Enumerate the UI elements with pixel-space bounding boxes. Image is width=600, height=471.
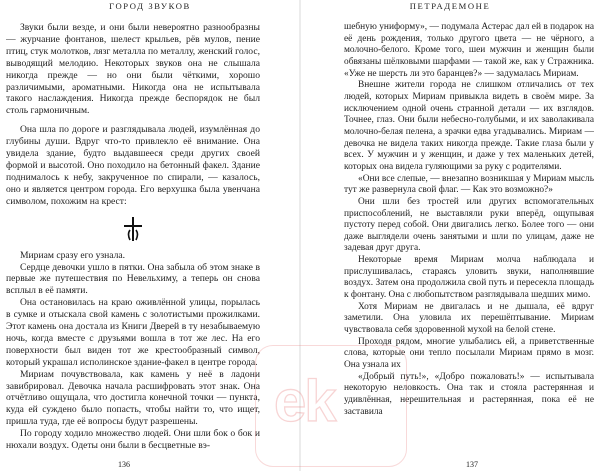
paragraph: Некоторые время Мириам молча наблюдала и прислушивалась, стараясь уловить звуки, наполнявшие воздух. Затем она продолжила свой путь и пересекла площадь к фонтану. Она с любопытством разглядывала шедших мимо. [344,255,594,301]
paragraph: Мириам почувствовала, как камень у неё в ладони завибрировал. Девочка начала расшифровать этот знак. Она отчётливо ощущала, что достигла конечной точки — пункта, куда ей суждено было попасть, чтобы найти то, что ищет, пришла туда, где её вопросы будут разрешены. [6,368,260,428]
watermark-text: ek [274,369,335,434]
right-text-block [344,22,594,418]
page-number-right: 137 [466,460,478,469]
running-head-left: ГОРОД ЗВУКОВ [109,1,191,11]
paragraph: «Они все слепые, — внезапно возникшая у Мириам мысль тут же развернула свой флаг. — Как это возможно?» [344,173,594,196]
paragraph: Хотя Мириам не двигалась и не дышала, её вдруг заметили. Она уловила их перешёптывание. Мириам чувствовала себя здоровенной мухой на белой стене. [344,301,594,336]
paragraph: Она шла по дороге и разглядывала людей, изумлённая до глубины души. Вдруг что-то привлекло её внимание. Она увидела здание, будто выдавшееся среди других своей формой и высотой. Оно походило на бетонный факел. Здание поднималось к небу, закрученное по спирали, — казалось, оно и является центром города. Его верхушка была увенчана символом, похожим на крест: [6,124,260,207]
paragraph: Проходя рядом, многие улыбались ей, а приветственные слова, которые они тепло посылали Мириам прямо в мозг. Она узнала их [344,336,594,371]
cross-symbol-icon [6,216,260,242]
paragraph: «Добрый путь!», «Добро пожаловать!» — испытывала некоторую неловкость. Она так и стояла растерянная и удивлённая, нерешительная и растерянная, пока её не заставила [344,371,594,417]
right-page [300,0,600,471]
left-text-block [6,22,260,452]
paragraph: По городу ходило множество людей. Они шли бок о бок и нюхали воздух. Одеты они были в бесцветные вэ- [6,428,260,452]
paragraph: Звуки были везде, и они были невероятно разнообразны — журчание фонтанов, шелест крыльев, рёв мулов, пение птиц, стук молотков, лязг металла по металлу, женский голос, выводящий мелодию. Некоторых звуков она не слышала никогда прежде — но они были чёткими, хорошо различимыми, ароматными. Никогда она не испытывала такого наслаждения. Никогда прежде беспорядок не был столь гармоничным. [6,22,260,117]
paragraph: Мириам сразу его узнала. [20,249,126,261]
paragraph: Внешне жители города не слишком отличались от тех людей, которых Мириам привыкла видеть в своём мире. За исключением одной очень странной детали — их взглядов. Точнее, глаз. Они были небесно-голубыми, и их заволакивала молочно-белая пелена, а зрачки едва угадывались. Мириам — девочка не видела таких никогда прежде. Такие глаза были у всех. У мужчин и у женщин, и даже у тех маленьких детей, которых она видела гуляющими за руку с родителями. [344,80,594,172]
paragraph: Она остановилась на краю оживлённой улицы, порылась в сумке и отыскала свой камень с золотистыми прожилками. Этот камень она достала из Книги Дверей в ту незабываемую ночь, когда вместе с друзьями вошла в тот же лес. На его поверхности был виден тот же крестообразный символ, который украшал исполинское здание-факел в центре города. [6,297,260,368]
paragraph: шебную униформу», — подумала Астерас дал ей в подарок на её день рождения, только другого цвета — не чёрного, а молочно-белого. Кроме того, шеи мужчин и женщин были обвязаны шёлковыми шарфами — такой же, как у Стражника. «Уже не шерсть ли это баранцев?» — задумалась Мириам. [344,22,594,79]
paragraph: Сердце девочки ушло в пятки. Она забыла об этом знаке в первые же путешествия по Невельхиму, а теперь он снова всплыл в её памяти. [6,261,260,297]
paragraph: Они шли без тростей или других вспомогательных приспособлений, не выставляли руки вперёд, ощупывая пустоту перед собой. Они двигались легко. Более того — они даже выглядели очень занятыми и шли по улицам, даже не задевая друг друга. [344,196,594,254]
page-number-left: 136 [118,460,130,469]
cross-glyph [123,216,143,242]
running-head-right: ПЕТРАДЕМОНЕ [409,1,491,11]
